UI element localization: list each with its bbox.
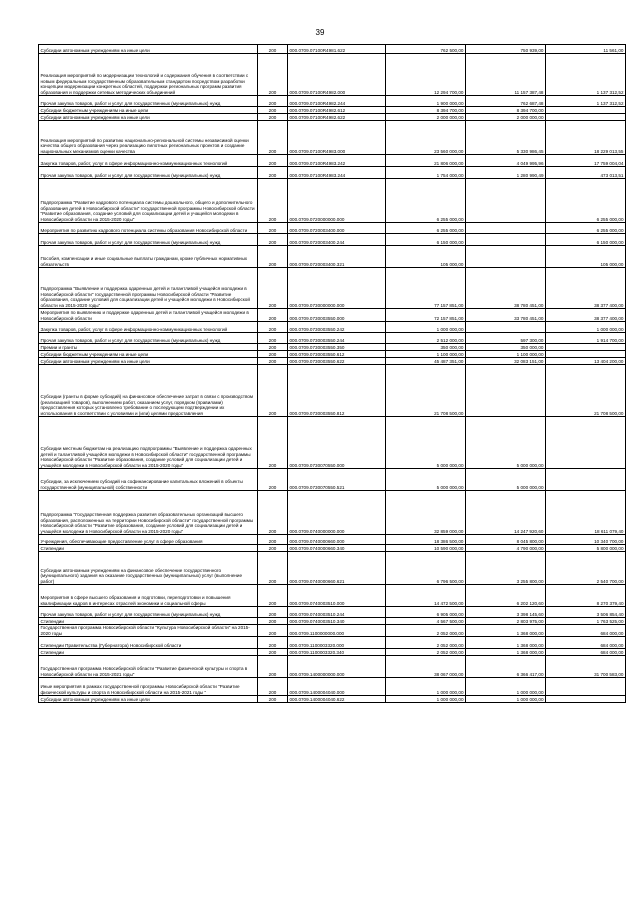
row-part2-cell [546,678,626,696]
table-row [39,344,626,351]
row-code-cell: 200 [258,333,288,344]
row-name-cell: Подпрограмма "Развитие кадрового потенциала системы дошкольного, общего и дополнительного образования детей в Новосибирской области" государственной программы Новосибирской области "Развитие образования, создание условий для социализации детей и учащейся молодежи в Новосибирской области на 2015-2020 годы" [39,179,258,223]
row-total-cell: 6 255 000,00 [386,223,466,234]
row-code-cell: 200 [258,607,288,618]
row-part1-cell: 1 000 000,00 [466,678,546,696]
row-total-cell: 6 255 000,00 [386,179,466,223]
row-code-cell: 200 [258,54,288,96]
row-part2-cell [546,344,626,351]
row-name-cell: Субсидии автономным учреждениям на финансовое обеспечение государственного (муниципального) задания на оказание государственных (муниципальных) услуг (выполнение работ) [39,552,258,585]
table-row [39,417,626,469]
row-total-cell: 2 052 000,00 [386,637,466,649]
row-kbk-cell: 000.0709.0730003550.242 [288,322,386,333]
row-code-cell: 200 [258,358,288,365]
row-kbk-cell: 000.0709.0740000660.621 [288,552,386,585]
row-part2-cell: 1 137 312,52 [546,54,626,96]
row-total-cell: 10 590 000,00 [386,545,466,552]
row-total-cell: 14 472 500,00 [386,585,466,607]
table-row [39,179,626,223]
row-part2-cell: 31 700 583,00 [546,656,626,678]
row-part1-cell: 350 000,00 [466,344,546,351]
row-part2-cell: 6 255 000,00 [546,223,626,234]
row-total-cell: 72 157 851,00 [386,309,466,322]
row-kbk-cell: 000.0709.0720003400.244 [288,234,386,246]
row-name-cell: Стипендии [39,618,258,625]
row-part1-cell: 33 780 451,00 [466,309,546,322]
row-name-cell: Стипендии [39,545,258,552]
table-row [39,358,626,365]
row-total-cell: 1 000 000,00 [386,696,466,703]
row-code-cell: 200 [258,268,288,309]
row-name-cell: Субсидии автономным учреждениям на иные цели [39,114,258,121]
row-kbk-cell: 000.0709.1400000000.000 [288,656,386,678]
row-kbk-cell: 000.0709.07100R4982.244 [288,96,386,107]
page-number: 39 [315,28,325,37]
row-kbk-cell: 000.0709.0730070550.000 [288,417,386,469]
row-part2-cell [546,417,626,469]
row-part1-cell: 3 255 800,00 [466,552,546,585]
table-row [39,54,626,96]
table-row [39,114,626,121]
row-part2-cell [546,469,626,491]
table-row [39,107,626,114]
row-code-cell: 200 [258,344,288,351]
budget-table [38,44,626,703]
row-part1-cell: 1 100 000,00 [466,351,546,358]
table-row [39,268,626,309]
row-kbk-cell: 000.0709.1400004040.622 [288,696,386,703]
row-total-cell: 77 157 851,00 [386,268,466,309]
row-name-cell: Субсидии (гранты в форме субсидий) на финансовое обеспечение затрат в связи с производством (реализацией товаров), выполнением работ, оказанием услуг, порядком (правилами) предоставления которых установлено требование о последующем подтверждении их использования в соответствии с условиями и (или) целями предоставления [39,365,258,417]
row-name-cell: Субсидии автономным учреждениям на иные цели [39,358,258,365]
row-total-cell: 5 000 000,00 [386,417,466,469]
row-part1-cell: 3 398 145,60 [466,607,546,618]
row-code-cell: 200 [258,167,288,179]
row-part1-cell: 6 202 120,60 [466,585,546,607]
row-part1-cell: 1 280 990,49 [466,167,546,179]
row-kbk-cell: 000.0709.0740003510.340 [288,618,386,625]
table-row [39,607,626,618]
row-total-cell: 32 859 000,00 [386,491,466,535]
row-part1-cell: 8 394 700,00 [466,107,546,114]
row-name-cell: Стипендии [39,649,258,656]
row-total-cell: 12 294 700,00 [386,54,466,96]
row-kbk-cell: 000.0709.0720003400.000 [288,223,386,234]
row-name-cell: Прочая закупка товаров, работ и услуг для государственных (муниципальных) нужд [39,234,258,246]
row-part1-cell: 8 045 800,00 [466,535,546,545]
row-name-cell: Прочая закупка товаров, работ и услуг для государственных (муниципальных) нужд [39,96,258,107]
row-name-cell: Премии и гранты [39,344,258,351]
row-code-cell: 200 [258,114,288,121]
row-kbk-cell: 000.0709.0740003510.000 [288,585,386,607]
row-part2-cell [546,696,626,703]
row-part2-cell: 684 000,00 [546,649,626,656]
row-total-cell: 6 796 500,00 [386,552,466,585]
row-name-cell: Мероприятия по выявлению и поддержке одаренных детей и талантливой учащейся молодежи в Новосибирской области [39,309,258,322]
row-part2-cell: 8 270 379,40 [546,585,626,607]
row-part2-cell [546,107,626,114]
row-part1-cell [466,246,546,268]
row-part2-cell: 1 763 525,00 [546,618,626,625]
row-kbk-cell: 000.0709.0720000000.000 [288,179,386,223]
row-kbk-cell: 000.0709.07100R4981.622 [288,45,386,54]
row-kbk-cell: 000.0709.0730000000.000 [288,268,386,309]
row-part1-cell [466,322,546,333]
row-kbk-cell: 000.0709.07100R4983.000 [288,121,386,155]
row-part2-cell: 38 377 400,00 [546,309,626,322]
row-total-cell: 8 394 700,00 [386,107,466,114]
row-code-cell: 200 [258,469,288,491]
row-part1-cell: 597 300,00 [466,333,546,344]
row-total-cell: 21 806 000,00 [386,155,466,167]
row-kbk-cell: 000.0709.0730003550.812 [288,365,386,417]
table-row [39,649,626,656]
row-total-cell: 2 052 000,00 [386,649,466,656]
row-kbk-cell: 000.0709.0740000000.000 [288,491,386,535]
row-part1-cell: 5 330 986,45 [466,121,546,155]
row-part1-cell: 1 000 000,00 [466,696,546,703]
row-part2-cell: 473 013,51 [546,167,626,179]
row-part1-cell: 32 083 151,00 [466,358,546,365]
row-code-cell: 200 [258,649,288,656]
row-part1-cell [466,365,546,417]
table-row [39,552,626,585]
row-kbk-cell: 000.0709.0730003550.244 [288,333,386,344]
row-part2-cell: 105 000,00 [546,246,626,268]
row-code-cell: 200 [258,618,288,625]
row-total-cell: 45 487 351,00 [386,358,466,365]
table-row [39,545,626,552]
row-part2-cell: 13 404 200,00 [546,358,626,365]
row-kbk-cell: 000.0709.0740003510.244 [288,607,386,618]
row-total-cell: 6 150 000,00 [386,234,466,246]
row-name-cell: Государственная программа Новосибирской области "Развитие физической культуры и спорта в Новосибирской области на 2015-2021 годы" [39,656,258,678]
row-name-cell: Стипендии Правительства (Губернатора) Новосибирской области [39,637,258,649]
table-row [39,309,626,322]
table-row [39,618,626,625]
table-row [39,491,626,535]
row-name-cell: Государственная программа Новосибирской области "Культура Новосибирской области" на 2015-2020 годы [39,625,258,637]
row-kbk-cell: 000.0709.1100000000.000 [288,625,386,637]
row-part2-cell [546,114,626,121]
row-code-cell: 200 [258,585,288,607]
row-part2-cell: 6 150 000,00 [546,234,626,246]
table-row [39,637,626,649]
row-part1-cell: 38 780 451,00 [466,268,546,309]
row-total-cell: 1 754 000,00 [386,167,466,179]
row-part2-cell: 18 611 079,40 [546,491,626,535]
row-part1-cell: 2 803 975,00 [466,618,546,625]
row-code-cell: 200 [258,309,288,322]
row-total-cell: 21 708 500,00 [386,365,466,417]
row-part1-cell: 5 000 000,00 [466,417,546,469]
row-total-cell: 762 500,00 [386,45,466,54]
row-part2-cell: 5 800 000,00 [546,545,626,552]
row-code-cell: 200 [258,223,288,234]
row-part2-cell: 10 340 700,00 [546,535,626,545]
table-row [39,167,626,179]
row-total-cell: 1 100 000,00 [386,351,466,358]
table-row [39,246,626,268]
row-part1-cell: 6 366 417,00 [466,656,546,678]
row-code-cell: 200 [258,45,288,54]
row-name-cell: Подпрограмма "Выявление и поддержка одаренных детей и талантливой учащейся молодежи в Новосибирской области" государственной программы Новосибирской области "Развитие образования, создание условий для социализации детей и учащейся молодежи в Новосибирской области на 2015-2020 годы" [39,268,258,309]
row-part2-cell [546,351,626,358]
row-name-cell: Мероприятия по развитию кадрового потенциала системы образования Новосибирской области [39,223,258,234]
row-total-cell: 23 560 000,00 [386,121,466,155]
row-total-cell: 350 000,00 [386,344,466,351]
table-row [39,234,626,246]
table-row [39,45,626,54]
row-code-cell: 200 [258,491,288,535]
table-row [39,678,626,696]
row-name-cell: Закупка товаров, работ, услуг в сфере информационно-коммуникационных технологий [39,322,258,333]
row-part1-cell: 5 000 000,00 [466,469,546,491]
table-row [39,155,626,167]
row-name-cell: Субсидии местным бюджетам на реализацию подпрограммы "Выявление и поддержка одаренных детей и талантливой учащейся молодежи в Новосибирской области" государственной программы Новосибирской области "Развитие образования, создание условий для социализации детей и учащейся молодежи в Новосибирской области на 2015-2020 годы" [39,417,258,469]
row-name-cell: Реализация мероприятий по развитию национально-региональной системы независимой оценки качества общего образования через реализацию пилотных региональных проектов и создание национальных механизмов оценки качества [39,121,258,155]
row-kbk-cell: 000.0709.07100R4983.242 [288,155,386,167]
row-part2-cell: 21 708 500,00 [546,365,626,417]
row-kbk-cell: 000.0709.0730003550.622 [288,358,386,365]
row-code-cell: 200 [258,678,288,696]
row-part1-cell [466,234,546,246]
table-row [39,223,626,234]
row-part1-cell [466,223,546,234]
row-name-cell: Субсидии, за исключением субсидий на софинансирование капитальных вложений в объекты государственной (муниципальной) собственности [39,469,258,491]
row-code-cell: 200 [258,552,288,585]
row-part2-cell: 18 229 013,55 [546,121,626,155]
row-kbk-cell: 000.0709.0730070550.521 [288,469,386,491]
table-row [39,656,626,678]
table-row [39,351,626,358]
table-row [39,322,626,333]
row-total-cell: 1 000 000,00 [386,678,466,696]
row-part1-cell: 4 790 000,00 [466,545,546,552]
table-row [39,696,626,703]
row-kbk-cell: 000.0709.0730003550.612 [288,351,386,358]
row-part2-cell: 684 000,00 [546,637,626,649]
row-code-cell: 200 [258,535,288,545]
row-part1-cell [466,179,546,223]
table-row [39,121,626,155]
table-row [39,365,626,417]
row-code-cell: 200 [258,155,288,167]
row-total-cell: 1 000 000,00 [386,322,466,333]
row-code-cell: 200 [258,417,288,469]
row-kbk-cell: 000.0709.07100R4983.244 [288,167,386,179]
row-kbk-cell: 000.0709.0730003550.000 [288,309,386,322]
table-row [39,535,626,545]
row-part2-cell: 11 561,00 [546,45,626,54]
row-name-cell: Субсидии автономным учреждениям на иные цели [39,45,258,54]
row-kbk-cell: 000.0709.07100R4982.622 [288,114,386,121]
row-name-cell: Субсидии автономным учреждениям на иные цели [39,696,258,703]
row-part2-cell: 3 506 854,40 [546,607,626,618]
row-kbk-cell: 000.0709.0740000660.000 [288,535,386,545]
table-row [39,469,626,491]
row-total-cell: 5 000 000,00 [386,469,466,491]
row-total-cell: 38 067 000,00 [386,656,466,678]
row-part2-cell: 6 255 000,00 [546,179,626,223]
row-code-cell: 200 [258,351,288,358]
table-row [39,625,626,637]
row-part1-cell: 1 368 000,00 [466,625,546,637]
row-total-cell: 2 512 000,00 [386,333,466,344]
row-kbk-cell: 000.0709.07100R4982.000 [288,54,386,96]
row-code-cell: 200 [258,246,288,268]
row-total-cell: 2 052 000,00 [386,625,466,637]
row-total-cell: 2 000 000,00 [386,114,466,121]
table-row [39,96,626,107]
table-row [39,585,626,607]
row-part1-cell: 762 687,48 [466,96,546,107]
row-part2-cell: 1 914 700,00 [546,333,626,344]
row-name-cell: Мероприятия в сфере высшего образования и подготовки, переподготовки и повышения квалификации кадров в интересах отраслей экономики и социальной сферы [39,585,258,607]
row-part1-cell: 2 000 000,00 [466,114,546,121]
row-code-cell: 200 [258,637,288,649]
row-total-cell: 6 905 000,00 [386,607,466,618]
row-kbk-cell: 000.0709.0740000660.340 [288,545,386,552]
row-code-cell: 200 [258,656,288,678]
row-part2-cell: 2 540 700,00 [546,552,626,585]
row-part2-cell: 1 137 312,52 [546,96,626,107]
row-kbk-cell: 000.0709.07100R4982.612 [288,107,386,114]
row-name-cell: Прочая закупка товаров, работ и услуг для государственных (муниципальных) нужд [39,607,258,618]
row-name-cell: Прочая закупка товаров, работ и услуг для государственных (муниципальных) нужд [39,167,258,179]
row-part1-cell: 1 368 000,00 [466,637,546,649]
budget-table-body [39,45,626,703]
row-kbk-cell: 000.0709.1100003320.340 [288,649,386,656]
row-code-cell: 200 [258,96,288,107]
row-kbk-cell: 000.0709.0730003550.350 [288,344,386,351]
row-total-cell: 1 900 000,00 [386,96,466,107]
row-kbk-cell: 000.0709.1100003320.000 [288,637,386,649]
row-part1-cell: 11 157 387,48 [466,54,546,96]
row-total-cell: 4 567 500,00 [386,618,466,625]
row-part2-cell: 38 377 400,00 [546,268,626,309]
row-kbk-cell: 000.0709.1400004040.000 [288,678,386,696]
row-name-cell: Прочая закупка товаров, работ и услуг для государственных (муниципальных) нужд [39,333,258,344]
row-part1-cell: 4 049 995,96 [466,155,546,167]
row-part2-cell: 17 759 004,04 [546,155,626,167]
row-code-cell: 200 [258,322,288,333]
row-part2-cell: 1 000 000,00 [546,322,626,333]
row-part1-cell: 750 939,00 [466,45,546,54]
row-name-cell: Подпрограмма "Государственная поддержка развития образовательных организаций высшего образования, расположенных на территории Новосибирской области" государственной программы Новосибирской области "Развитие образования, создание условий для социализации детей и учащейся молодежи в Новосибирской области на 2015-2020 годы" [39,491,258,535]
row-name-cell: Субсидии бюджетным учреждениям на иные цели [39,107,258,114]
table-row [39,333,626,344]
row-code-cell: 200 [258,121,288,155]
row-code-cell: 200 [258,625,288,637]
row-code-cell: 200 [258,234,288,246]
row-part1-cell: 1 368 000,00 [466,649,546,656]
row-code-cell: 200 [258,365,288,417]
row-code-cell: 200 [258,545,288,552]
row-kbk-cell: 000.0709.0720003400.321 [288,246,386,268]
row-total-cell: 105 000,00 [386,246,466,268]
row-code-cell: 200 [258,696,288,703]
row-code-cell: 200 [258,107,288,114]
row-name-cell: Реализация мероприятий по модернизации технологий и содержания обучения в соответствии с новым федеральным государственным образовательным стандартом посредством разработки концепции модернизации конкретных областей, поддержки региональных программ развития образования и поддержки сетевых методических объединений [39,54,258,96]
row-name-cell: Учреждения, обеспечивающие предоставление услуг в сфере образования [39,535,258,545]
row-name-cell: Пособия, компенсации и иные социальные выплаты гражданам, кроме публичных нормативных обязательств [39,246,258,268]
row-part2-cell: 684 000,00 [546,625,626,637]
row-part1-cell: 14 247 920,60 [466,491,546,535]
row-name-cell: Закупка товаров, работ, услуг в сфере информационно-коммуникационных технологий [39,155,258,167]
row-name-cell: Иные мероприятия в рамках государственной программы Новосибирской области "Развитие физической культуры и спорта в Новосибирской области на 2015-2021 годы " [39,678,258,696]
row-total-cell: 18 386 500,00 [386,535,466,545]
row-code-cell: 200 [258,179,288,223]
row-name-cell: Субсидии бюджетным учреждениям на иные цели [39,351,258,358]
